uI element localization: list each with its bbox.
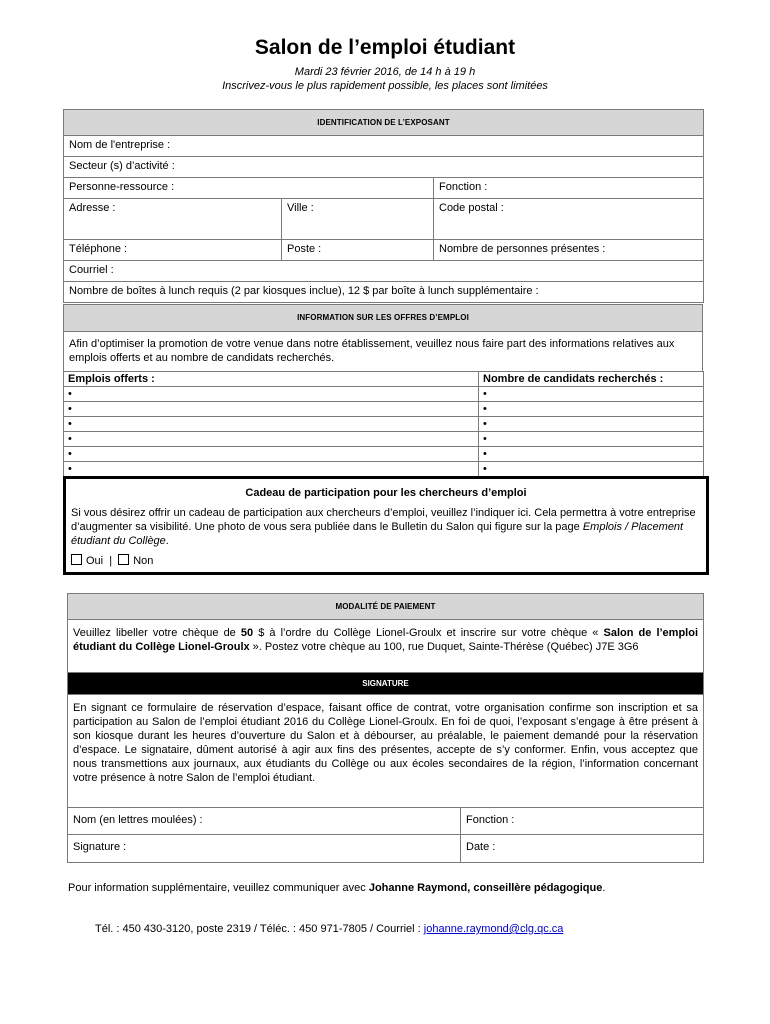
phone-fax-line: Tél. : 450 430-3120, poste 2319 / Téléc. : 450 971-7805 / Courriel :: [95, 923, 424, 935]
gift-section: [63, 476, 709, 575]
table-row: [64, 387, 704, 402]
payment-heading: MODALITÉ DE PAIEMENT: [68, 594, 704, 620]
job-entry[interactable]: •: [64, 432, 479, 447]
contact-text: Pour information supplémentaire, veuillez communiquer avec: [68, 882, 369, 894]
table-row: [64, 432, 704, 447]
attendees-field[interactable]: Nombre de personnes présentes :: [434, 240, 704, 261]
table-row: [64, 417, 704, 432]
registration-notice: Inscrivez-vous le plus rapidement possible, les places sont limitées: [222, 80, 548, 92]
email-field[interactable]: Courriel :: [64, 261, 704, 282]
gift-description: [71, 506, 701, 548]
city-field[interactable]: Ville :: [282, 199, 434, 240]
payment-text-1: Veuillez libeller votre chèque de: [73, 627, 241, 639]
payment-text-3: ». Postez votre chèque au 100, rue Duquet, Sainte-Thérèse (Québec) J7E 3G6: [249, 641, 639, 653]
gift-text-end: .: [165, 535, 169, 547]
job-offers-heading: INFORMATION SUR LES OFFRES D’EMPLOI: [64, 305, 703, 332]
signature-heading: SIGNATURE: [68, 673, 704, 695]
gift-page-reference: Emplois / Placement étudiant du Collège: [71, 521, 684, 547]
contact-info: [68, 881, 658, 896]
job-entry[interactable]: •: [64, 387, 479, 402]
candidates-entry[interactable]: •: [479, 447, 704, 462]
candidates-entry[interactable]: •: [479, 417, 704, 432]
job-entry[interactable]: •: [64, 417, 479, 432]
lunch-boxes-field[interactable]: Nombre de boîtes à lunch requis (2 par kiosques inclue), 12 $ par boîte à lunch supplémentaire :: [64, 282, 704, 303]
contact-text-end: .: [602, 882, 606, 894]
exhibitor-identification-table: [63, 109, 704, 303]
option-separator: |: [109, 555, 113, 567]
contact-details: [95, 923, 563, 935]
jobs-column-header: Emplois offerts :: [64, 372, 479, 387]
payment-signature-table: [67, 593, 704, 863]
job-offers-table: [63, 371, 704, 477]
email-link[interactable]: johanne.raymond@clg.qc.ca: [423, 923, 564, 935]
gift-title: Cadeau de participation pour les chercheurs d’emploi: [245, 487, 527, 499]
contact-name: Johanne Raymond, conseillère pédagogique: [368, 882, 603, 894]
extension-field[interactable]: Poste :: [282, 240, 434, 261]
contact-person-field[interactable]: Personne-ressource :: [64, 178, 434, 199]
job-entry[interactable]: •: [64, 462, 479, 477]
postal-code-field[interactable]: Code postal :: [434, 199, 704, 240]
payment-amount: 50: [240, 627, 254, 639]
candidates-entry[interactable]: •: [479, 387, 704, 402]
candidates-entry[interactable]: •: [479, 402, 704, 417]
page-title: Salon de l’emploi étudiant: [254, 36, 516, 59]
candidates-entry[interactable]: •: [479, 432, 704, 447]
payment-instructions: [68, 620, 704, 673]
payment-text-2: $ à l’ordre du Collège Lionel-Groulx et inscrire sur votre chèque «: [253, 627, 604, 639]
signer-function-field[interactable]: Fonction :: [461, 808, 704, 835]
job-offers-info-table: [63, 304, 703, 372]
job-entry[interactable]: •: [64, 402, 479, 417]
no-label: Non: [133, 555, 154, 567]
no-checkbox[interactable]: [118, 554, 129, 565]
cheque-reference: Salon de l’emploi étudiant du Collège Lionel-Groulx: [73, 627, 699, 653]
candidates-entry[interactable]: •: [479, 462, 704, 477]
yes-label: Oui: [86, 555, 104, 567]
gift-text: Si vous désirez offrir un cadeau de participation aux chercheurs d’emploi, veuillez l’indiquer ici. Cela permettra à votre entreprise d’augmenter sa visibilité. Une photo de vous sera publiée dans le Bulletin du Salon qui figure sur la page: [71, 507, 696, 533]
date-field[interactable]: Date :: [461, 835, 704, 863]
signature-terms: En signant ce formulaire de réservation d’espace, faisant office de contrat, votre organisation confirme son inscription et sa participation au Salon de l’emploi étudiant 2016 du Collège Lionel-Groulx. En foi de quoi, l’exposant s’engage à être présent à son kiosque durant les heures d’ouverture du Salon et à débourser, au préalable, le paiement demandé pour la réservation d’espace. Le signataire, dûment autorisé à agir aux fins des présentes, accepte de s’y conformer. Enfin, vous acceptez que nous transmettions aux journaux, aux étudiants du Collège ou aux écoles secondaires de la région, l’information concernant votre présence à notre Salon de l’emploi étudiant.: [68, 695, 704, 808]
table-row: [64, 462, 704, 477]
gift-options: [71, 554, 701, 568]
identification-heading: IDENTIFICATION DE L’EXPOSANT: [64, 110, 704, 136]
signature-field[interactable]: Signature :: [68, 835, 461, 863]
job-entry[interactable]: •: [64, 447, 479, 462]
candidates-column-header: Nombre de candidats recherchés :: [479, 372, 704, 387]
name-field[interactable]: Nom (en lettres moulées) :: [68, 808, 461, 835]
table-row: [64, 447, 704, 462]
company-name-field[interactable]: Nom de l'entreprise :: [64, 136, 704, 157]
address-field[interactable]: Adresse :: [64, 199, 282, 240]
table-row: [64, 402, 704, 417]
function-field[interactable]: Fonction :: [434, 178, 704, 199]
phone-field[interactable]: Téléphone :: [64, 240, 282, 261]
yes-checkbox[interactable]: [71, 554, 82, 565]
job-offers-intro: Afin d’optimiser la promotion de votre venue dans notre établissement, veuillez nous faire part des informations relatives aux emplois offerts et au nombre de candidats recherchés.: [64, 332, 703, 372]
sector-field[interactable]: Secteur (s) d’activité :: [64, 157, 704, 178]
event-date: Mardi 23 février 2016, de 14 h à 19 h: [294, 66, 476, 78]
